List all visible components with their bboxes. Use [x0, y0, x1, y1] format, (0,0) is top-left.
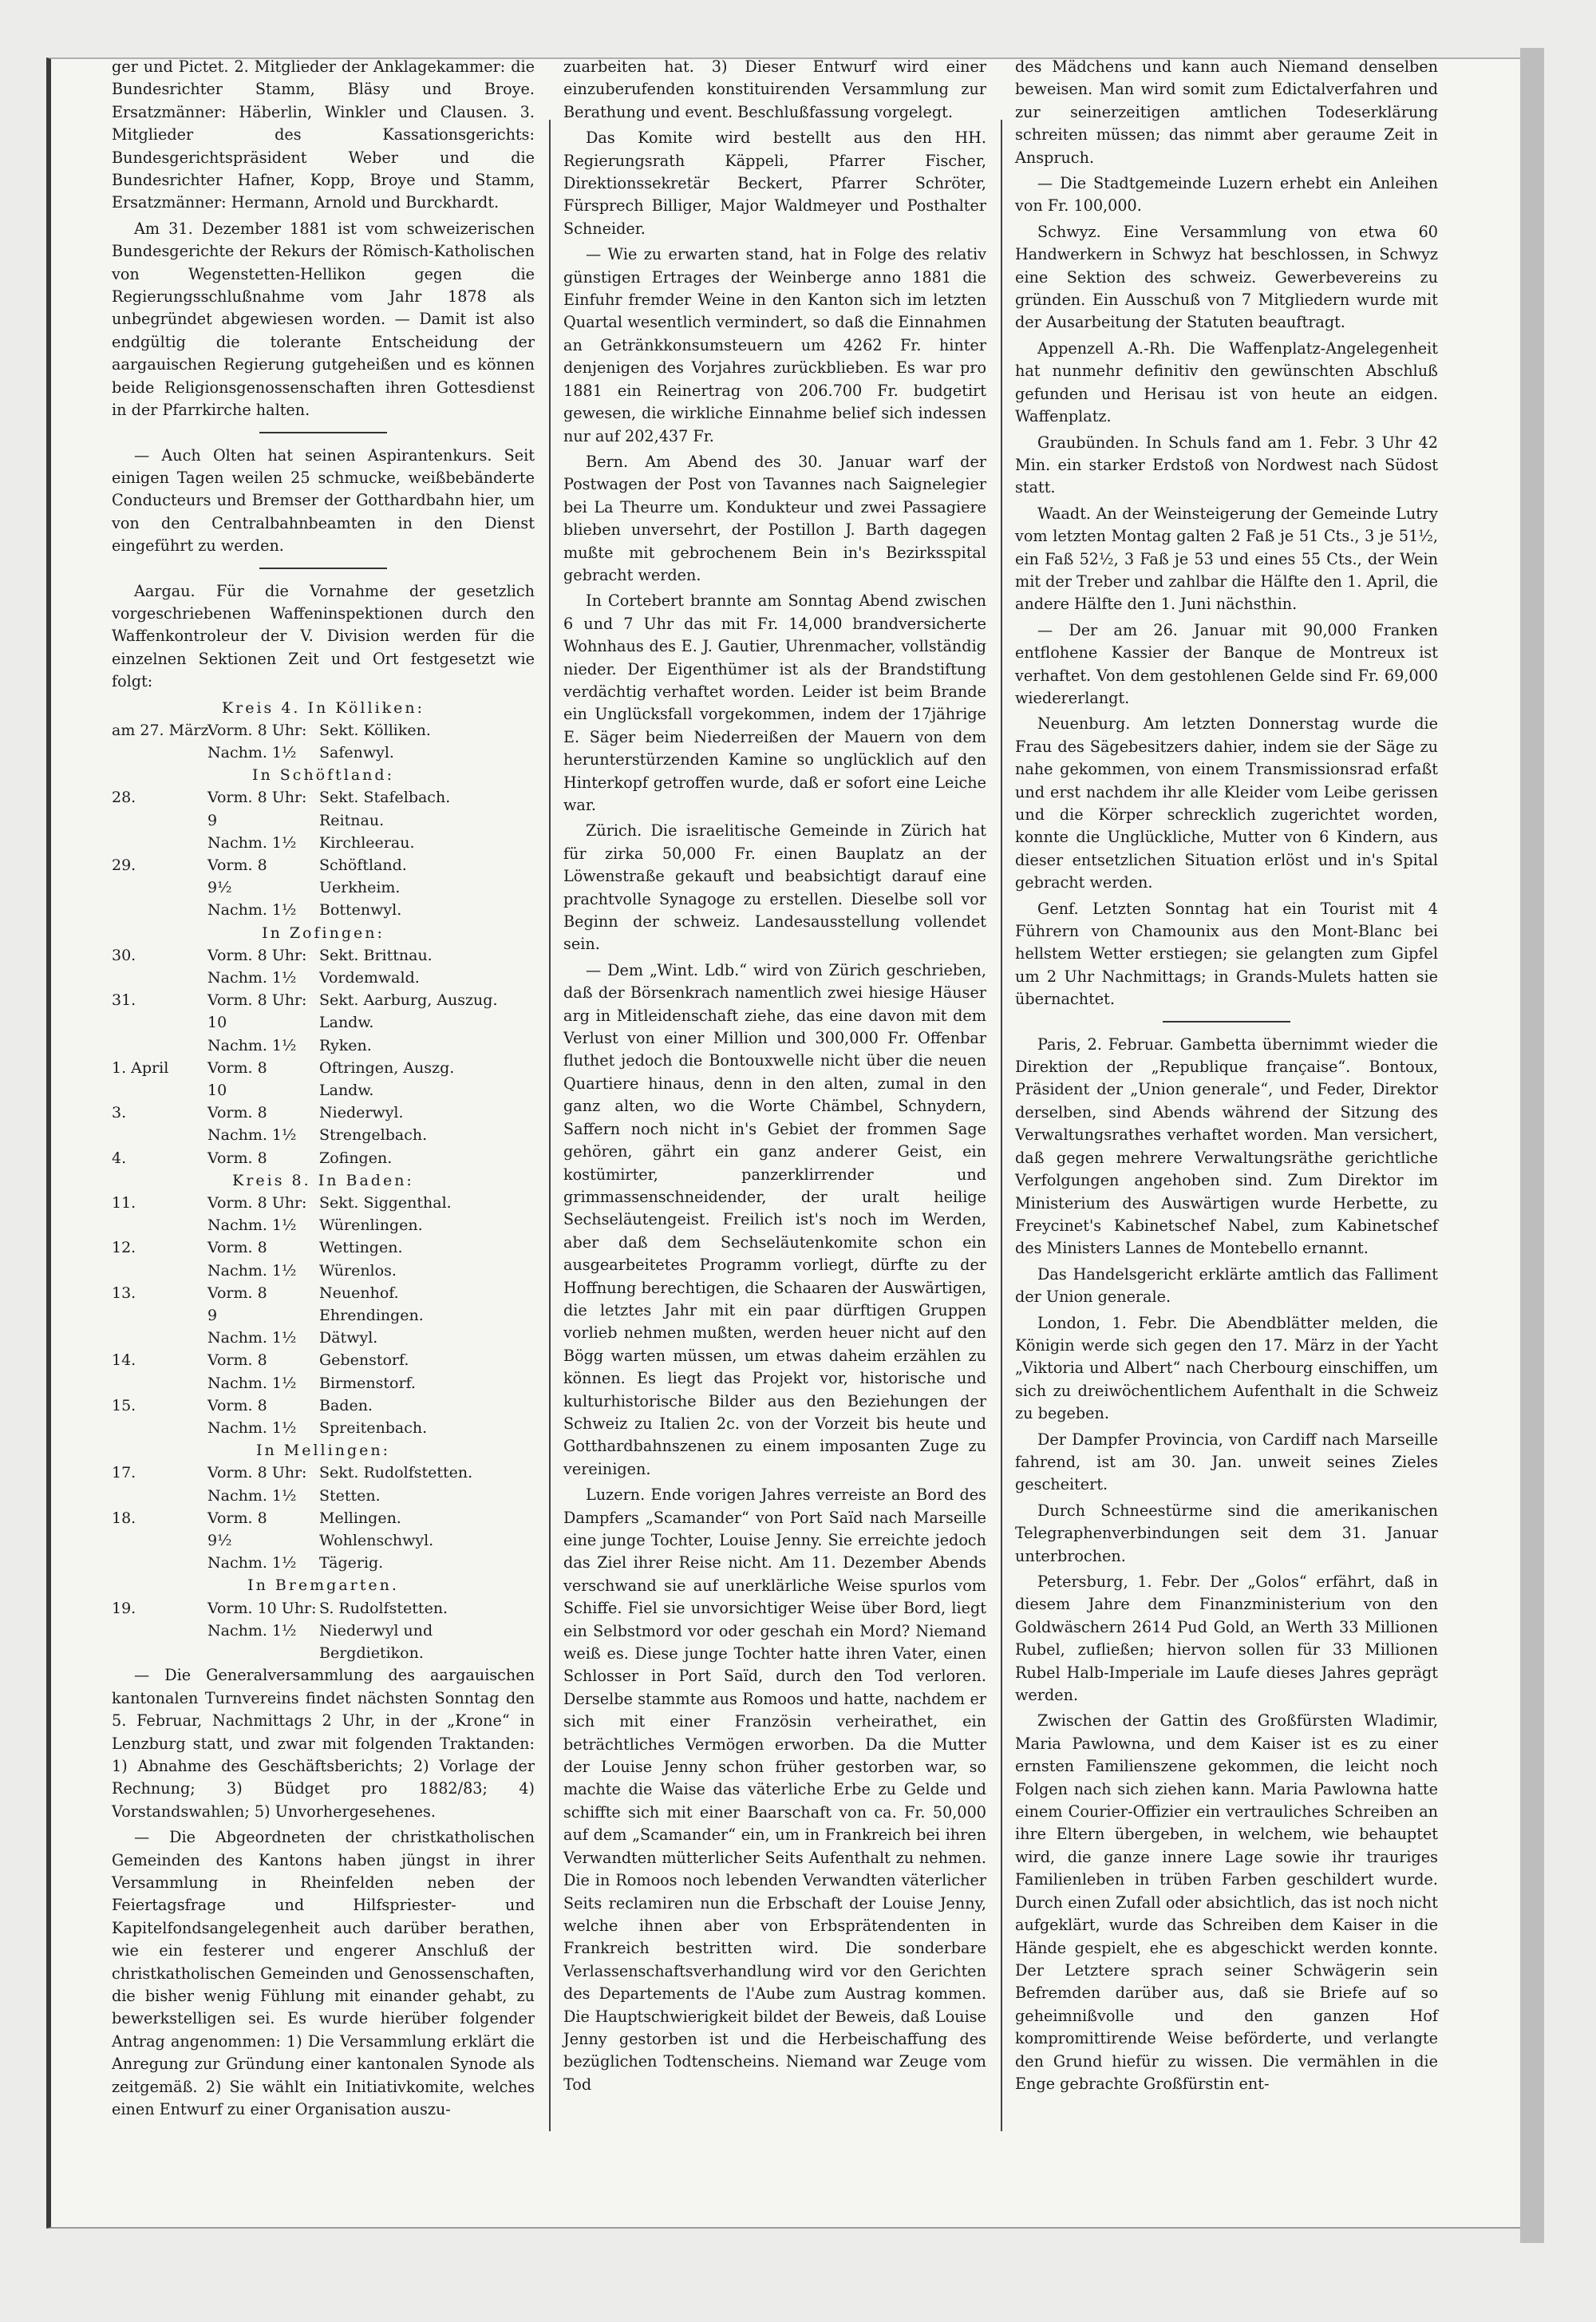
schedule-date — [112, 832, 207, 854]
schedule-place: Zofingen. — [319, 1149, 393, 1167]
column-3 — [1015, 56, 1438, 2099]
schedule-place: Oftringen, Auszg. — [319, 1058, 455, 1077]
schedule-time — [207, 1642, 319, 1664]
schedule-time: Vorm. 8 — [207, 1351, 267, 1370]
schedule-date — [112, 899, 207, 921]
schedule-date: am 27. März — [112, 721, 209, 739]
schedule-time: Vorm. 10 Uhr: — [207, 1599, 317, 1617]
paragraph: — Dem „Wint. Ldb.“ wird von Zürich geschrieben, daß der Börsenkrach namentlich zwei hiesige Häuser arg in Mitleidenschaft ziehe, das eine davon mit dem Verlust von einer Million und 300,000 Fr. Offenbar fluthet jedoch die Bontouxwelle nicht über die neuen Quartiere hinaus, denn in den alten, zumal in den ganz alten, wo die Worte Chämbel, Schnydern, Saffern noch nicht in's Gebiet der frommen Sage gehören, gährt ein ganz anderer Geist, ein kostümirter, panzerklirrender und grimmassenschneidender, der uralt heilige Sechseläutengeist. Freilich ist's noch im Werden, aber daß dem Sechseläutenkomite schon ein ausgearbeitetes Programm vorliegt, dürfte zu der Hoffnung berechtigen, die Schaaren der Auswärtigen, die letztes Jahr mit ein paar dürftigen Gruppen vorlieb nehmen mußten, werden heuer nicht auf den Bögg warten müssen, um etwas daheim erzählen zu können. Es liegt das Projekt vor, historische und kulturhistorische Bilder aus den Beziehungen der Schweiz zu Italien 2c. von der Vorzeit bis heute und Gotthardbahnszenen zu einem imposanten Zuge zu vereinigen. — [563, 960, 986, 1478]
schedule-time: Vorm. 8 — [207, 1104, 267, 1122]
paragraph: Der Dampfer Provincia, von Cardiff nach Marseille fahrend, ist am 30. Jan. unweit seines Zieles gescheitert. — [1015, 1430, 1438, 1494]
column-rule — [549, 120, 551, 2131]
schedule-time: 9 — [207, 1307, 218, 1325]
schedule-date: 13. — [112, 1284, 136, 1302]
paragraph: Zürich. Die israelitische Gemeinde in Zürich hat für zirka 50,000 Fr. einen Bauplatz an der Löwenstraße gekauft und beabsichtigt darauf eine prachtvolle Synagoge zu erstellen. Dieselbe soll vor Beginn der schweiz. Landesausstellung vollendet sein. — [563, 821, 986, 954]
schedule-place: Landw. — [319, 1014, 374, 1032]
paragraph: Zwischen der Gattin des Großfürsten Wladimir, Maria Pawlowna, und dem Kaiser ist es zu einer ernsten Familienszene gekommen, die leicht noch Folgen nach sich ziehen kann. Maria Pawlowna hatte einem Courier-Offizier ein vertrauliches Schreiben an ihre Eltern übergeben, in welchem, wie behauptet wird, die ganze innere Lage sowie ihr trauriges Familienleben in trüben Farben geschildert wurde. Durch einen Zufall oder absichtlich, das ist noch nicht aufgeklärt, wurde das Schreiben dem Kaiser in die Hände gespielt, ehe es abgeschickt werden konnte. Der Letztere sprach seiner Schwägerin sein Befremden darüber aus, daß sie Briefe auf so geheimnißvolle und den ganzen Hof kompromittirende Weise beförderte, und verlangte den Grund hiefür zu wissen. Die vermählen in die Enge gebrachte Großfürstin ent- — [1015, 1711, 1438, 2093]
paragraph: Durch Schneestürme sind die amerikanischen Telegraphenverbindungen seit dem 31. Januar unterbrochen. — [1015, 1501, 1438, 1565]
schedule-row — [112, 1102, 535, 1124]
schedule-time: 9½ — [207, 879, 232, 897]
paragraph: Waadt. An der Weinsteigerung der Gemeinde Lutry vom letzten Montag galten 2 Faß je 51 Cts., 3 je 51½, ein Faß 52½, 3 Faß je 53 und eines 55 Cts., der Wein mit der Treber und zahlbar die Hälfte den 1. April, die andere Hälfte den 1. Juni nächsthin. — [1015, 504, 1438, 614]
schedule-place: Stetten. — [319, 1486, 381, 1505]
schedule-row — [112, 832, 535, 854]
paragraph: Paris, 2. Februar. Gambetta übernimmt wieder die Direktion der „Republique française“. Bontoux, Präsident der „Union generale“, und Feder, Direktor derselben, sind Abends während der Sitzung des Verwaltungsrathes verhaftet worden. Man versichert, daß gegen mehrere Verwaltungsräthe gerichtliche Verfolgungen angehoben sind. Zum Direktor im Ministerium des Auswärtigen wurde Herbette, zu Freycinet's Kabinetschef Nabel, zum Kabinetschef des Ministers Lannes de Montebello ernannt. — [1015, 1034, 1438, 1258]
paragraph: Petersburg, 1. Febr. Der „Golos“ erfährt, daß in diesem Jahre dem Finanzministerium von den Goldwäschern 2614 Pud Gold, an Werth 33 Millionen Rubel, zufließen; hiervon sollen für 33 Millionen Rubel Halb-Imperiale im Laufe dieses Jahres geprägt werden. — [1015, 1572, 1438, 1705]
schedule-row — [112, 1394, 535, 1417]
schedule-place: Tägerig. — [319, 1554, 384, 1572]
paragraph: — Wie zu erwarten stand, hat in Folge des relativ günstigen Ertrages der Weinberge anno 1881 die Einfuhr fremder Weine in den Kanton sich im letzten Quartal wesentlich vermindert, so daß die Einnahmen an Getränkkonsumsteuern um 4262 Fr. hinter denjenigen des Vorjahres zurückblieben. Es war pro 1881 ein Reinertrag von 206.700 Fr. budgetirt gewesen, die wirkliche Einnahme belief sich indessen nur auf 202,437 Fr. — [563, 245, 986, 445]
schedule-row — [112, 1485, 535, 1507]
schedule-time: Vorm. 8 Uhr: — [207, 1464, 307, 1482]
paragraph: — Der am 26. Januar mit 90,000 Franken entflohene Kassier der Banque de Montreux ist verhaftet. Von dem gestohlenen Gelde sind Fr. 69,000 wiedererlangt. — [1015, 620, 1438, 707]
schedule-place: Schöftland. — [319, 856, 407, 874]
schedule-date — [112, 742, 207, 764]
separator-rule — [259, 568, 387, 569]
schedule-date — [112, 1529, 207, 1552]
schedule-row — [112, 944, 535, 967]
schedule-heading: Kreis 4. In Kölliken: — [221, 698, 425, 717]
schedule-row — [112, 876, 535, 899]
schedule-time: Vorm. 8 Uhr: — [207, 946, 307, 964]
schedule-row — [112, 1507, 535, 1529]
paragraph: Neuenburg. Am letzten Donnerstag wurde die Frau des Sägebesitzers dahier, indem sie der Säge zu nahe gekommen, von einem Transmissionsrad erfaßt und erst nachdem ihr alle Kleider vom Leibe gerissen und die Körper schrecklich zugerichtet worden, konnte die Unglückliche, Mutter von 6 Kindern, aus dieser entsetzlichen Situation erlöst und in's Spital gebracht werden. — [1015, 714, 1438, 892]
schedule-place: Reitnau. — [319, 811, 385, 829]
schedule-place: Kirchleerau. — [319, 833, 415, 852]
schedule-place: Neuenhof. — [319, 1284, 399, 1302]
schedule-time: Nachm. 1½ — [207, 1329, 297, 1347]
schedule-date — [112, 1642, 207, 1664]
schedule-place: Sekt. Stafelbach. — [319, 789, 451, 807]
schedule-date — [112, 1372, 207, 1394]
schedule-time: Nachm. 1½ — [207, 1486, 297, 1505]
schedule-place: Landw. — [319, 1082, 374, 1100]
schedule-time: Vorm. 8 Uhr: — [207, 721, 307, 739]
schedule-row — [112, 1462, 535, 1484]
schedule-time: Nachm. 1½ — [207, 1554, 297, 1572]
schedule-row — [112, 1011, 535, 1034]
schedule-date — [112, 1079, 207, 1102]
schedule-time: Vorm. 8 — [207, 1149, 267, 1167]
schedule-date — [112, 1304, 207, 1327]
schedule-time: Nachm. 1½ — [207, 1621, 297, 1640]
schedule-date: 31. — [112, 991, 136, 1010]
schedule-row — [112, 899, 535, 921]
paragraph: Aargau. Für die Vornahme der gesetzlich vorgeschriebenen Waffeninspektionen durch den Waffenkontroleur der V. Division werden für die einzelnen Sektionen Zeit und Ort festgesetzt wie folgt: — [112, 581, 535, 691]
schedule-time: Nachm. 1½ — [207, 833, 297, 852]
schedule-place: Sekt. Brittnau. — [319, 946, 433, 964]
schedule-date: 14. — [112, 1351, 136, 1370]
schedule-heading: In Schöftland: — [252, 766, 394, 785]
column-1 — [112, 56, 535, 2119]
schedule-place: Ryken. — [319, 1036, 372, 1054]
schedule-row — [112, 1147, 535, 1169]
schedule-heading: In Bremgarten. — [247, 1576, 399, 1595]
schedule-heading: In Zofingen: — [262, 924, 385, 942]
schedule-heading: Kreis 8. In Baden: — [232, 1171, 414, 1189]
schedule-row — [112, 1349, 535, 1371]
schedule-date — [112, 1417, 207, 1439]
schedule-time: Vorm. 8 Uhr: — [207, 789, 307, 807]
schedule-place: Ehrendingen. — [319, 1307, 424, 1325]
schedule-time: Nachm. 1½ — [207, 1419, 297, 1438]
schedule-row — [112, 786, 535, 809]
schedule-row — [112, 1529, 535, 1552]
schedule-date: 1. April — [112, 1058, 169, 1077]
paragraph: Am 31. Dezember 1881 ist vom schweizerischen Bundesgerichte der Rekurs der Römisch-Katholischen von Wegenstetten-Hellikon gegen die Regierungsschlußnahme vom Jahr 1878 als unbegründet abgewiesen worden. — Damit ist also endgültig die tolerante Entscheidung der aargauischen Regierung gutgeheißen und es können beide Religionsgenossenschaften ihren Gottesdienst in der Pfarrkirche halten. — [112, 219, 535, 420]
schedule-date — [112, 1552, 207, 1574]
schedule-place: Niederwyl und — [319, 1621, 433, 1640]
schedule-time: Nachm. 1½ — [207, 1374, 297, 1392]
schedule-place: Spreitenbach. — [319, 1419, 428, 1438]
schedule-row — [112, 1079, 535, 1102]
schedule-place: Sekt. Aarburg, Auszug. — [319, 991, 498, 1010]
schedule-place: Sekt. Siggenthal. — [319, 1194, 452, 1212]
paragraph: Das Handelsgericht erklärte amtlich das Falliment der Union generale. — [1015, 1264, 1438, 1307]
schedule-time: Nachm. 1½ — [207, 1126, 297, 1145]
paragraph: — Die Stadtgemeinde Luzern erhebt ein Anleihen von Fr. 100,000. — [1015, 174, 1438, 216]
schedule-row — [112, 1327, 535, 1349]
schedule-row — [112, 1304, 535, 1327]
separator-rule — [1163, 1021, 1290, 1023]
schedule-time: Nachm. 1½ — [207, 1036, 297, 1054]
schedule-date: 29. — [112, 856, 136, 874]
paragraph: Graubünden. In Schuls fand am 1. Febr. 3 Uhr 42 Min. ein starker Erdstoß von Nordwest nach Südost statt. — [1015, 433, 1438, 497]
schedule-time: Vorm. 8 — [207, 1396, 267, 1414]
schedule-date: 28. — [112, 789, 136, 807]
schedule-row — [112, 1372, 535, 1394]
schedule-time: 9½ — [207, 1532, 232, 1550]
inspection-schedule — [112, 697, 535, 1665]
schedule-row — [112, 1642, 535, 1664]
schedule-place: Birmenstorf. — [319, 1374, 416, 1392]
paragraph: zuarbeiten hat. 3) Dieser Entwurf wird einer einzuberufenden konstituirenden Versammlung zur Berathung und event. Beschlußfassung vorgelegt. — [563, 57, 986, 121]
schedule-row — [112, 742, 535, 764]
schedule-time: Nachm. 1½ — [207, 1216, 297, 1235]
schedule-row — [112, 1260, 535, 1282]
schedule-row — [112, 1214, 535, 1236]
schedule-place: Baden. — [319, 1396, 373, 1414]
schedule-place: Mellingen. — [319, 1509, 401, 1527]
schedule-row — [112, 1124, 535, 1146]
paragraph: London, 1. Febr. Die Abendblätter melden, die Königin werde sich gegen den 17. März in der Yacht „Viktoria und Albert“ nach Cherbourg einschiffen, um sich zu dreiwöchentlichem Aufenthalt in die Schweiz zu begeben. — [1015, 1313, 1438, 1423]
schedule-time: Nachm. 1½ — [207, 1261, 297, 1280]
paragraph: Luzern. Ende vorigen Jahres verreiste an Bord des Dampfers „Scamander“ von Port Saïd nach Marseille eine junge Tochter, Louise Jenny. Sie erreichte jedoch das Ziel ihrer Reise nicht. Am 11. Dezember Abends verschwand sie auf unerklärliche Weise spurlos vom Schiffe. Fiel sie unvorsichtiger Weise über Bord, liegt ein Selbstmord vor oder geschah ein Mord? Niemand weiß es. Diese junge Tochter hatte ihren Vater, einen Schlosser in Port Saïd, durch den Tod verloren. Derselbe stammte aus Romoos und hatte, nachdem er sich mit einer Französin verheirathet, ein beträchtliches Vermögen erworben. Da die Mutter der Louise Jenny schon früher gestorben war, so machte die Waise das väterliche Erbe zu Gelde und schiffte sich mit einer Baarschaft von ca. Fr. 50,000 auf dem „Scamander“ ein, um in Frankreich bei ihren Verwandten mütterlicher Seits Aufenthalt zu nehmen. Die in Romoos noch lebenden Verwandten väterlicher Seits reclamiren nun die Erbschaft der Louise Jenny, welche ihnen aber von Erbsprätendenten in Frankreich bestritten wird. Die sonderbare Verlassenschaftsverhandlung wird vor den Gerichten des Departements de l'Aube zum Austrag kommen. Die Hauptschwierigkeit bildet der Beweis, daß Louise Jenny gestorben ist und die Herbeischaffung des bezüglichen Todtenscheins. Niemand war Zeuge vom Tod — [563, 1485, 986, 2094]
schedule-date — [112, 1011, 207, 1034]
schedule-date: 30. — [112, 946, 136, 964]
paragraph: Genf. Letzten Sonntag hat ein Tourist mit 4 Führern von Chamounix aus den Mont-Blanc bei hellstem Wetter erstiegen; sie gelangten zum Gipfel um 2 Uhr Nachmittags; in Grands-Mulets hatten sie übernachtet. — [1015, 899, 1438, 1009]
schedule-row — [112, 1192, 535, 1214]
schedule-row — [112, 1552, 535, 1574]
schedule-date — [112, 1214, 207, 1236]
schedule-date: 3. — [112, 1104, 127, 1122]
schedule-place: Niederwyl. — [319, 1104, 404, 1122]
schedule-row — [112, 1057, 535, 1079]
schedule-row — [112, 1282, 535, 1304]
paragraph: — Die Generalversammlung des aargauischen kantonalen Turnvereins findet nächsten Sonntag den 5. Februar, Nachmittags 2 Uhr, in der „Krone“ in Lenzburg statt, und zwar mit folgenden Traktanden: 1) Abnahme des Geschäftsberichts; 2) Vorlage der Rechnung; 3) Büdget pro 1882/83; 4) Vorstandswahlen; 5) Unvorhergesehenes. — [112, 1666, 535, 1821]
paragraph: — Auch Olten hat seinen Aspirantenkurs. Seit einigen Tagen weilen 25 schmucke, weißbebänderte Conducteurs und Bremser der Gotthardbahn hier, um von den Centralbahnbeamten in den Dienst eingeführt zu werden. — [112, 445, 535, 556]
schedule-place: S. Rudolfstetten. — [319, 1599, 448, 1617]
schedule-place: Wohlenschwyl. — [319, 1532, 434, 1550]
schedule-time: 9 — [207, 811, 218, 829]
schedule-row — [112, 989, 535, 1011]
schedule-date — [112, 1034, 207, 1057]
schedule-place: Uerkheim. — [319, 879, 401, 897]
paragraph: Schwyz. Eine Versammlung von etwa 60 Handwerkern in Schwyz hat beschlossen, in Schwyz eine Sektion des schweiz. Gewerbevereins zu gründen. Ein Ausschuß von 7 Mitgliedern wurde mit der Ausarbeitung der Statuten beauftragt. — [1015, 222, 1438, 332]
paragraph: Das Komite wird bestellt aus den HH. Regierungsrath Käppeli, Pfarrer Fischer, Direktionssekretär Beckert, Pfarrer Schröter, Fürsprech Billiger, Major Waldmeyer und Posthalter Schneider. — [563, 129, 986, 238]
schedule-place: Bottenwyl. — [319, 901, 402, 920]
paragraph: Appenzell A.-Rh. Die Waffenplatz-Angelegenheit hat nunmehr definitiv den gewünschten Abschluß gefunden und Herisau ist von heute an eidgen. Waffenplatz. — [1015, 338, 1438, 426]
schedule-place: Dätwyl. — [319, 1329, 378, 1347]
schedule-place: Sekt. Kölliken. — [319, 721, 431, 739]
schedule-place: Bergdietikon. — [319, 1644, 424, 1663]
schedule-time: Nachm. 1½ — [207, 743, 297, 761]
schedule-date — [112, 1327, 207, 1349]
schedule-date — [112, 1124, 207, 1146]
schedule-time: Nachm. 1½ — [207, 969, 297, 987]
schedule-place: Strengelbach. — [319, 1126, 428, 1145]
paragraph: ger und Pictet. 2. Mitglieder der Anklagekammer: die Bundesrichter Stamm, Bläsy und Broye. Ersatzmänner: Häberlin, Winkler und Clausen. 3. Mitglieder des Kassationsgerichts: Bundesgerichtspräsident Weber und die Bundesrichter Hafner, Kopp, Broye und Stamm, Ersatzmänner: Hermann, Arnold und Burckhardt. — [112, 57, 535, 212]
schedule-time: 10 — [207, 1014, 227, 1032]
schedule-row — [112, 809, 535, 832]
schedule-date: 19. — [112, 1599, 136, 1617]
paragraph: Bern. Am Abend des 30. Januar warf der Postwagen der Post von Tavannes nach Saignelegier bei La Theurre um. Kondukteur und zwei Passagiere blieben unversehrt, der Postillon J. Barth dagegen mußte mit gebrochenem Bein in's Bezirksspital gebracht werden. — [563, 452, 986, 584]
schedule-date: 4. — [112, 1149, 127, 1167]
column-2 — [563, 56, 986, 2099]
schedule-date — [112, 1260, 207, 1282]
separator-rule — [259, 432, 387, 433]
schedule-date: 12. — [112, 1239, 136, 1257]
schedule-time: Vorm. 8 — [207, 1058, 267, 1077]
schedule-row — [112, 1597, 535, 1620]
schedule-place: Würenlingen. — [319, 1216, 423, 1235]
schedule-date — [112, 876, 207, 899]
schedule-time: Vorm. 8 Uhr: — [207, 991, 307, 1010]
schedule-place: Wettingen. — [319, 1239, 403, 1257]
column-rule — [1001, 120, 1002, 2131]
page-edge-shadow — [1520, 48, 1544, 2243]
paragraph: des Mädchens und kann auch Niemand denselben beweisen. Man wird somit zum Edictalverfahren und zur seinerzeitigen amtlichen Todeserklärung schreiten müssen; das nimmt aber geraume Zeit in Anspruch. — [1015, 57, 1438, 167]
schedule-row — [112, 1034, 535, 1057]
schedule-date — [112, 967, 207, 989]
schedule-date: 15. — [112, 1396, 136, 1414]
schedule-row — [112, 1417, 535, 1439]
schedule-time: Vorm. 8 — [207, 856, 267, 874]
schedule-time: Vorm. 8 Uhr: — [207, 1194, 307, 1212]
schedule-time: Nachm. 1½ — [207, 901, 297, 920]
schedule-row — [112, 1620, 535, 1642]
schedule-place: Sekt. Rudolfstetten. — [319, 1464, 473, 1482]
schedule-date: 18. — [112, 1509, 136, 1527]
schedule-date — [112, 1485, 207, 1507]
schedule-place: Gebenstorf. — [319, 1351, 409, 1370]
schedule-place: Würenlos. — [319, 1261, 397, 1280]
schedule-row — [112, 1236, 535, 1259]
schedule-time: 10 — [207, 1082, 227, 1100]
schedule-row — [112, 719, 535, 742]
schedule-time: Vorm. 8 — [207, 1284, 267, 1302]
schedule-row — [112, 967, 535, 989]
schedule-date: 17. — [112, 1464, 136, 1482]
schedule-row — [112, 854, 535, 876]
schedule-date: 11. — [112, 1194, 136, 1212]
schedule-place: Safenwyl. — [319, 743, 394, 761]
paragraph: In Cortebert brannte am Sonntag Abend zwischen 6 und 7 Uhr das mit Fr. 14,000 brandversicherte Wohnhaus des E. J. Gautier, Uhrenmacher, vollständig nieder. Der Eigenthümer ist als der Brandstiftung verdächtig verhaftet worden. Leider ist beim Brande ein Unglücksfall vorgekommen, indem der 17jährige E. Säger beim Niederreißen der Mauern von dem herunterstürzenden Kamine so unglücklich auf den Hinterkopf getroffen wurde, daß er sofort eine Leiche war. — [563, 591, 986, 814]
schedule-heading: In Mellingen: — [256, 1442, 390, 1460]
schedule-date — [112, 1620, 207, 1642]
schedule-time: Vorm. 8 — [207, 1509, 267, 1527]
schedule-time: Vorm. 8 — [207, 1239, 267, 1257]
schedule-place: Vordemwald. — [319, 969, 420, 987]
schedule-date — [112, 809, 207, 832]
paragraph: — Die Abgeordneten der christkatholischen Gemeinden des Kantons haben jüngst in ihrer Versammlung in Rheinfelden neben der Feiertagsfrage und Hilfspriester- und Kapitelfondsangelegenheit auch darüber berathen, wie ein festerer und engerer Anschluß der christkatholischen Gemeinden und Genossenschaften, die bisher wenig Fühlung mit einander gehabt, zu bewerkstelligen sei. Es wurde hierüber folgender Antrag angenommen: 1) Die Versammlung erklärt die Anregung zur Gründung einer kantonalen Synode als zeitgemäß. 2) Sie wählt ein Initiativkomite, welches einen Entwurf zu einer Organisation auszu- — [112, 1828, 535, 2119]
